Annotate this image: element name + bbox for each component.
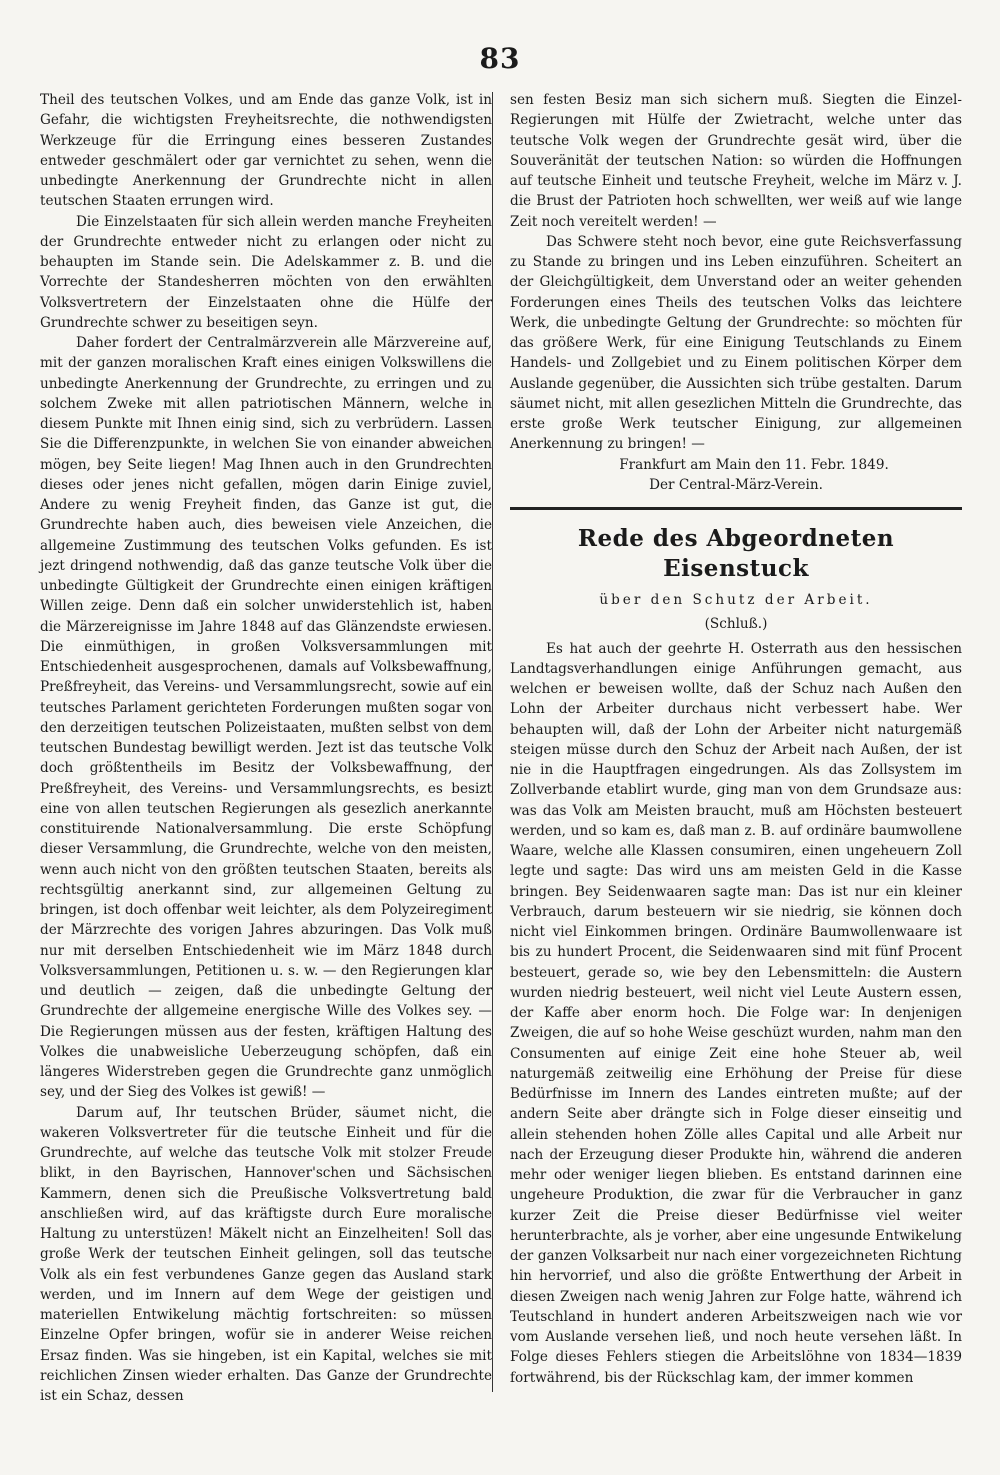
paragraph: Das Schwere steht noch bevor, eine gute Reichsverfassung zu Stande zu bringen und ins Leben einzuführen. Scheitert an der Gleichgültigkeit, dem Unverstand oder an weiter gehenden Forderungen eines Theils des teutschen Volks das leichtere Werk, die unbedingte Geltung der Grundrechte: so möchten für das größere Werk, für eine Einigung Teutschlands zu Einem Handels- und Zollgebiet und zu Einem politischen Körper dem Auslande gegenüber, die Aussichten sich trübe gestalten. Darum säumet nicht, mit allen gesezlichen Mitteln die Grundrechte, das erste große Werk teutscher Einigung, zur allgemeinen Anerkennung zu bringen! — [510, 233, 962, 453]
article-continuation-note: (Schluß.) [704, 616, 768, 633]
column-divider [492, 92, 493, 1392]
left-column [40, 90, 492, 1406]
right-column [510, 90, 962, 1388]
article-title: Rede des Abgeordneten Eisenstuck [577, 525, 895, 582]
paragraph: sen festen Besiz man sich sichern muß. Siegten die Einzel-Regierungen mit Hülfe der Zwietracht, welche unter das teutsche Volk wegen der Grundrechte gesät wird, über die Souveränität der teutschen Nation: so würden die Hoffnungen auf teutsche Einheit und teutsche Freyheit, welche im März v. J. die Brust der Patrioten hoch schwellten, wer weiß auf wie lange Zeit noch vereitelt werden! — [510, 92, 962, 230]
signature-date: Frankfurt am Main den 11. Febr. 1849. [619, 456, 889, 473]
article-body: Es hat auch der geehrte H. Osterrath aus den hessischen Landtagsverhandlungen einige Anführungen gemacht, aus welchen er beweisen wollte, daß der Schuz nach Außen den Lohn der Arbeiter durchaus nicht verbessert habe. Wer behaupten will, daß der Lohn der Arbeiter nicht naturgemäß steigen müsse durch den Schuz der Arbeit nach Außen, der ist nie in die Hauptfragen eingedrungen. Als das Zollsystem im Zollverbande etablirt wurde, ging man von dem Grundsaze aus: was das Volk am Meisten braucht, muß am Höchsten besteuert werden, und so kam es, daß man z. B. auf ordinäre baumwollene Waare, welche alle Klassen consumiren, einen ungeheuern Zoll legte und sagte: Das wird uns am meisten Geld in die Kasse bringen. Bey Seidenwaaren sagte man: Das ist nur ein kleiner Verbrauch, darum besteuern wir sie niedrig, sie können doch nicht viel Einkommen bringen. Ordinäre Baumwollenwaare ist bis zu hundert Procent, die Seidenwaaren sind mit fünf Procent besteuert, gerade so, wie bey den Lebensmitteln: die Austern wurden niedrig besteuert, weil nicht viel Leute Austern essen, der Kaffe aber enorm hoch. Die Folge war: In denjenigen Zweigen, die auf so hohe Weise geschüzt wurden, nahm man den Consumenten auf einige Zeit eine hohe Steuer ab, weil naturgemäß zeitweilig eine Erhöhung der Preise für diese Bedürfnisse im Innern des Landes eintreten mußte; auf der andern Seite aber drängte sich in Folge dieser einseitig und allein stehenden hohen Zölle alles Capital und alle Arbeit nur nach der Erzeugung dieser Produkte hin, während die anderen mehr oder weniger liegen blieben. Es entstand darinnen eine ungeheure Produktion, die zwar für die Verbraucher in ganz kurzer Zeit die Preise dieser Bedürfnisse viel weiter herunterbrachte, als je vorher, aber eine ungesunde Entwikelung der ganzen Volksarbeit nur nach einer vorgezeichneten Richtung hin hervorrief, und also die größte Entwerthung der Arbeit in diesen Zweigen nach wenig Jahren zur Folge hatte, während ich Teutschland in hundert anderen Arbeitszweigen nach wie vor vom Auslande versehen ließ, und noch heute versehen läßt. In Folge dieses Fehlers stiegen die Arbeitslöhne von 1834—1839 fortwährend, bis der Rückschlag kam, der immer kommen [510, 640, 962, 1386]
paragraph: Daher fordert der Centralmärzverein alle Märzvereine auf, mit der ganzen moralischen Kraft eines einigen Volkswillens die unbedingte Anerkennung der Grundrechte, zu erringen und zu solchem Zweke mit allen patriotischen Männern, welche in diesem Punkte mit Ihnen einig sind, sich zu verbrüdern. Lassen Sie die Differenzpunkte, in welchen Sie von einander abweichen mögen, bey Seite liegen! Mag Ihnen auch in den Grundrechten dieses oder jenes nicht gefallen, mögen darin Einige zuviel, Andere zu wenig Freyheit finden, das Ganze ist gut, die Grundrechte haben auch, dies beweisen viele Anzeichen, die allgemeine Zustimmung des teutschen Volks gefunden. Es ist jezt dringend nothwendig, daß das ganze teutsche Volk über die unbedingte Gültigkeit der Grundrechte einen einigen kräftigen Willen zeige. Denn daß ein solcher unwiderstehlich ist, haben die Märzereignisse im Jahre 1848 auf das Glänzendste erwiesen. Die einmüthigen, in großen Volksversammlungen mit Entschiedenheit ausgesprochenen, damals auf Volksbewaffnung, Preßfreyheit, das Vereins- und Versammlungsrecht, sowie auf ein teutsches Parlament gerichteten Forderungen mußten sogar von den derzeitigen teutschen Polizeistaaten, mußten selbst von dem teutschen Bundestag bewilligt werden. Jezt ist das teutsche Volk doch größtentheils im Besitz der Volksbewaffnung, der Preßfreyheit, des Vereins- und Versammlungsrechts, es besizt eine von allen teutschen Regierungen als gesezlich anerkannte constituirende Nationalversammlung. Die erste Schöpfung dieser Versammlung, die Grundrechte, welche von den meisten, wenn auch nicht von den größten teutschen Staaten, bereits als rechtsgültig anerkannt sind, zur allgemeinen Geltung zu bringen, ist doch offenbar weit leichter, als dem Polyzeiregiment der Märzrechte des vorigen Jahres abzuringen. Das Volk muß nur mit derselben Entschiedenheit wie im März 1848 durch Volksversammlungen, Petitionen u. s. w. — den Regierungen klar und deutlich — zeigen, daß die unbedingte Geltung der Grundrechte der allgemeine energische Wille des Volkes sey. — Die Regierungen müssen aus der festen, kräftigen Haltung des Volkes die unabweisliche Ueberzeugung schöpfen, daß ein längeres Widerstreben gegen die Grundrechte ganz unmöglich sey, und der Sieg des Volkes ist gewiß! — [40, 335, 492, 1101]
paragraph: Theil des teutschen Volkes, und am Ende das ganze Volk, ist in Gefahr, die wichtigsten Freyheitsrechte, die nothwendigsten Werkzeuge für die Erringung eines besseren Zustandes entweder geschmälert oder gar vernichtet zu sehen, wenn die unbedingte Anerkennung der Grundrechte nicht in allen teutschen Staaten errungen wird. [40, 92, 492, 210]
paragraph: Darum auf, Ihr teutschen Brüder, säumet nicht, die wakeren Volksvertreter für die teutsche Einheit und für die Grundrechte, auf welche das teutsche Volk mit stolzer Freude blikt, in den Bayrischen, Hannover'schen und Sächsischen Kammern, denen sich die Preußische Volksvertretung bald anschließen wird, auf das kräftigste durch Eure moralische Haltung zu unterstüzen! Mäkelt nicht an Einzelheiten! Soll das große Werk der teutschen Einheit gelingen, soll das teutsche Volk als ein fest verbundenes Ganze gegen das Ausland stark werden, und im Innern auf dem Wege der geistigen und materiellen Entwikelung mächtig fortschreiten: so müssen Einzelne Opfer bringen, wofür sie in anderer Weise reichen Ersaz finden. Was sie hingeben, ist ein Kapital, welches sie mit reichlichen Zinsen wieder erhalten. Das Ganze der Grundrechte ist ein Schaz, dessen [40, 1104, 492, 1404]
paragraph: Die Einzelstaaten für sich allein werden manche Freyheiten der Grundrechte entweder nicht zu erlangen oder nicht zu behaupten im Stande sein. Die Adelskammer z. B. und die Vorrechte der Standesherren möchten von den erwählten Volksvertretern der Einzelstaaten ohne die Hülfe der Grundrechte schwer zu beseitigen seyn. [40, 213, 492, 331]
article-subtitle: über den Schutz der Arbeit. [599, 592, 873, 608]
signature-organization: Der Central-März-Verein. [649, 476, 823, 493]
page-number: 83 [479, 42, 521, 75]
section-divider [510, 507, 962, 510]
